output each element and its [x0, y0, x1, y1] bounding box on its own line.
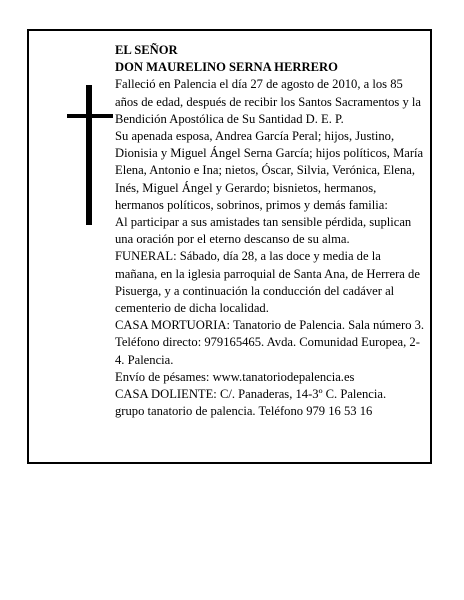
obituary-frame	[27, 29, 432, 464]
cross-vertical-bar	[86, 85, 92, 225]
prayer-request: Al participar a sus amistades tan sensible pérdida, suplican una oración por el eterno descanso de su alma.	[115, 215, 412, 247]
death-notice: Falleció en Palencia el día 27 de agosto de 2010, a los 85 años de edad, después de recibir los Santos Sacramentos y la Bendición Apostólica de Su Santidad D. E. P.	[115, 77, 422, 126]
deceased-name: DON MAURELINO SERNA HERRERO	[115, 60, 338, 75]
family-list: Su apenada esposa, Andrea García Peral; hijos, Justino, Dionisia y Miguel Ángel Serna García; hijos políticos, María Elena, Antonio e Ina; nietos, Óscar, Silvia, Verónica, Elena, Inés, Miguel Ángel y Gerardo; bisnietos, hermanos, hermanos políticos, sobrinos, primos y demás familia:	[115, 129, 424, 212]
heading-title: EL SEÑOR	[115, 43, 178, 57]
cross-icon	[67, 85, 113, 225]
condolences-info: Envío de pésames: www.tanatoriodepalencia.es	[115, 369, 355, 384]
mortuary-info: CASA MORTUORIA: Tanatorio de Palencia. Sala número 3. Teléfono directo: 979165465. Avda. Comunidad Europea, 2-4. Palencia.	[115, 318, 425, 367]
obituary-text	[115, 42, 425, 420]
cross-horizontal-bar	[67, 114, 113, 118]
funeral-home-contact: grupo tanatorio de palencia. Teléfono 979 16 53 16	[115, 404, 373, 419]
family-home-info: CASA DOLIENTE: C/. Panaderas, 14-3º C. Palencia.	[115, 387, 387, 402]
funeral-info: FUNERAL: Sábado, día 28, a las doce y media de la mañana, en la iglesia parroquial de Santa Ana, de Herrera de Pisuerga, y a continuación la conducción del cadáver al cementerio de dicha localidad.	[115, 249, 420, 316]
